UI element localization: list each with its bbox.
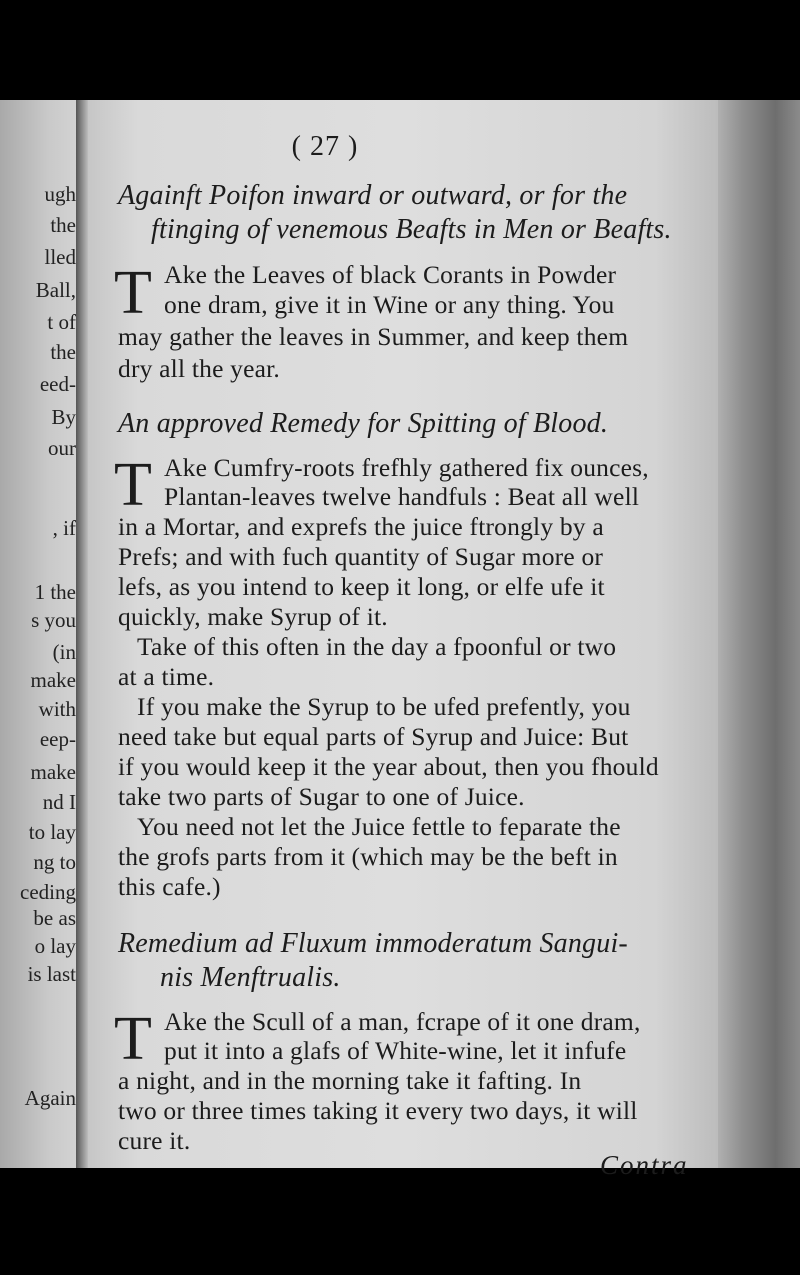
body-line: at a time. <box>118 662 215 691</box>
margin-fragment: make <box>30 668 76 692</box>
section-heading: Remedium ad Fluxum immoderatum Sangui- <box>118 928 628 959</box>
catchword: Contra <box>600 1150 689 1180</box>
margin-fragment: the <box>50 213 76 237</box>
drop-cap: T <box>114 1005 152 1073</box>
margin-fragment: with <box>38 697 76 721</box>
margin-fragment: the <box>50 340 76 364</box>
section-heading: nis Menftrualis. <box>160 962 341 993</box>
body-line: need take but equal parts of Syrup and Juice: But <box>118 722 629 751</box>
body-line: Take of this often in the day a fpoonful or two <box>137 632 617 661</box>
body-line: this cafe.) <box>118 872 221 901</box>
body-line: in a Mortar, and exprefs the juice ftrongly by a <box>118 512 604 541</box>
margin-fragment: o lay <box>34 934 76 958</box>
section-heading: ftinging of venemous Beafts in Men or Beafts. <box>151 214 672 245</box>
body-line: Ake the Scull of a man, fcrape of it one dram, <box>164 1007 641 1036</box>
margin-fragment: make <box>30 760 76 784</box>
margin-fragment: eep- <box>39 727 76 751</box>
body-line: cure it. <box>118 1126 191 1155</box>
margin-fragment: to lay <box>28 820 76 844</box>
body-line: the grofs parts from it (which may be the beft in <box>118 842 618 871</box>
margin-fragment: 1 the <box>34 580 76 604</box>
margin-fragment: our <box>48 436 76 460</box>
section-heading: An approved Remedy for Spitting of Blood. <box>118 408 609 439</box>
drop-cap: T <box>114 259 152 327</box>
margin-fragment: ng to <box>33 850 76 874</box>
body-line: take two parts of Sugar to one of Juice. <box>118 782 525 811</box>
margin-fragment: Again <box>24 1086 76 1110</box>
margin-fragment: ugh <box>44 182 76 206</box>
margin-fragment: (in <box>52 640 76 664</box>
body-line: a night, and in the morning take it fafting. In <box>118 1066 582 1095</box>
margin-fragment: Ball, <box>35 278 76 302</box>
body-line: quickly, make Syrup of it. <box>118 602 388 631</box>
body-line: You need not let the Juice fettle to feparate the <box>137 812 621 841</box>
margin-fragment: is last <box>27 962 76 986</box>
margin-fragment: eed- <box>39 372 76 396</box>
section-heading: Againft Poifon inward or outward, or for the <box>118 180 628 211</box>
margin-fragment: be as <box>33 906 76 930</box>
body-line: may gather the leaves in Summer, and keep them <box>118 322 629 351</box>
body-line: lefs, as you intend to keep it long, or elfe ufe it <box>118 572 605 601</box>
body-line: dry all the year. <box>118 354 281 383</box>
body-line: put it into a glafs of White-wine, let it infufe <box>164 1036 627 1065</box>
margin-fragment: ceding <box>20 880 76 904</box>
margin-fragment: t of <box>47 310 76 334</box>
body-line: Ake the Leaves of black Corants in Powder <box>164 260 617 289</box>
body-line: If you make the Syrup to be ufed prefently, you <box>137 692 631 721</box>
margin-fragment: s you <box>31 608 76 632</box>
body-line: two or three times taking it every two days, it will <box>118 1096 638 1125</box>
body-line: if you would keep it the year about, then you fhould <box>118 752 659 781</box>
page-number: ( 27 ) <box>291 131 359 162</box>
body-line: Prefs; and with fuch quantity of Sugar more or <box>118 542 604 571</box>
margin-fragment: nd I <box>42 790 76 814</box>
margin-fragment: By <box>51 405 76 429</box>
margin-fragment: lled <box>44 245 76 269</box>
margin-fragment: , if <box>52 516 76 540</box>
body-line: Ake Cumfry-roots frefhly gathered fix ounces, <box>164 453 649 482</box>
drop-cap: T <box>114 451 152 519</box>
body-line: one dram, give it in Wine or any thing. You <box>164 290 615 319</box>
body-line: Plantan-leaves twelve handfuls : Beat all well <box>164 482 640 511</box>
